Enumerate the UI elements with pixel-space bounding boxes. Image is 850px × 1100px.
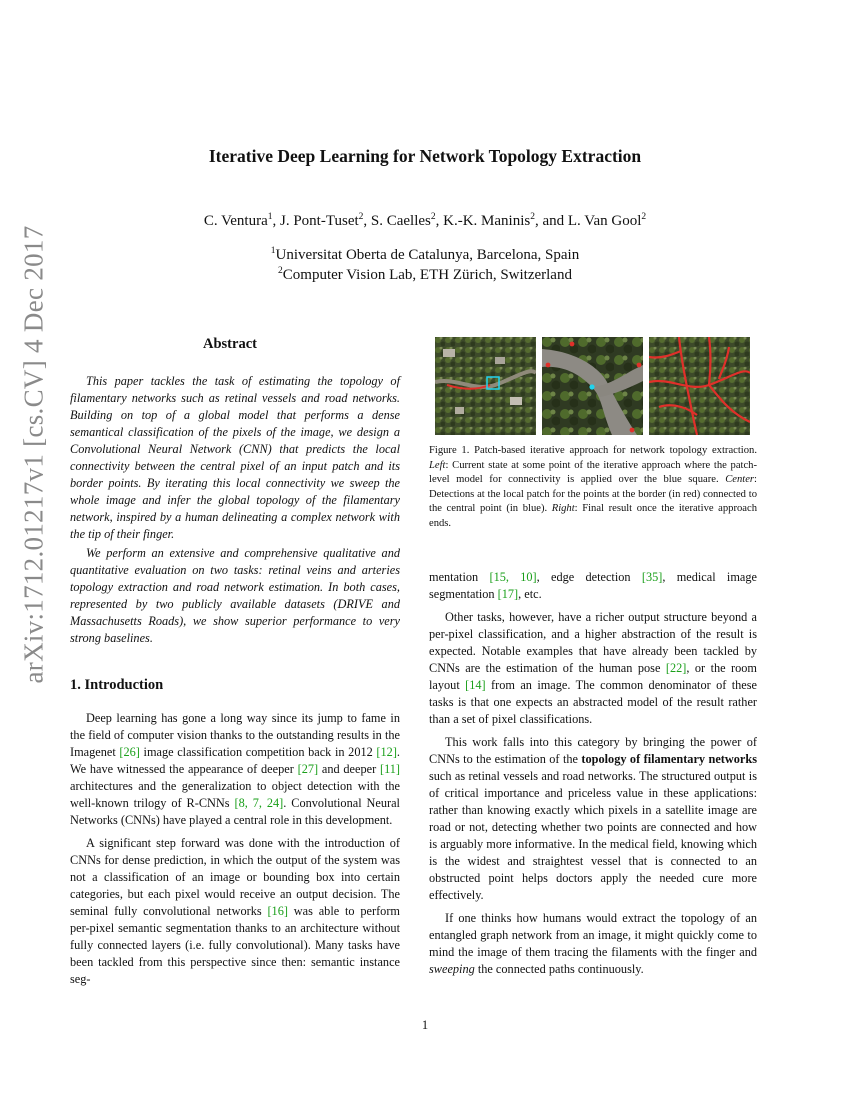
italic-text: Right: [551, 503, 575, 515]
author-affiliation-mark: 1: [267, 212, 273, 222]
intro-paragraph-2: A significant step forward was done with the introduction of CNNs for dense prediction, in which the output of the system was not a classification of an image or bounding box into certain categories, but each pixel would receive an output decision. The seminal fully convolutional networks [16] was able to perform per-pixel semantic segmentation thanks to an architecture without fully connected layers (i.e. fully convolutional). Many tasks have been tackled from this perspective since then: semantic instance seg-: [70, 836, 400, 986]
author-affiliation-mark: 2: [430, 212, 436, 222]
local-patch-detections-image: [542, 337, 643, 435]
page-number: 1: [421, 1018, 429, 1032]
right-paragraph-3: This work falls into this category by bringing the power of CNNs to the estimation of the topology of filamentary networks such as retinal vessels and road networks. The structured output is of critical importance and priceless value in these applications: rather than knowing exactly which pixels in a satellite image are road or not, detecting whether two points are connected and how is arguably more informative. In the medical field, knowing which is the widest and straightest vessel that is connected to an obstructed point helps doctors apply the needed cure more effectively.: [429, 735, 757, 902]
citation-link[interactable]: [16]: [267, 904, 288, 918]
final-result-image: [649, 337, 750, 435]
abstract-paragraph-2: We perform an extensive and comprehensive qualitative and quantitative evaluation on two tasks: retinal veins and arteries topology extraction and road network estimation. In both cases, represented by two publicly available datasets (DRIVE and Massachusetts Roads), we show superior performance to very strong baselines.: [70, 546, 400, 645]
aerial-current-state-image: [435, 337, 536, 435]
citation-link[interactable]: [26]: [119, 745, 140, 759]
author-name: C. Ventura: [203, 213, 268, 229]
italic-text: sweeping: [429, 962, 475, 976]
citation-link[interactable]: [15, 10]: [489, 570, 537, 584]
author-list: C. Ventura$^1$, J. Pont-Tuset$^2$, S. Caelles$^2$, K.-K. Maninis$^2$, and L. Van Gool$^2$: [203, 212, 647, 229]
right-column-body: [429, 569, 757, 978]
citation-link[interactable]: [17]: [497, 587, 519, 601]
italic-text: Center: [725, 474, 755, 486]
figure-1-label: Figure 1.: [429, 445, 470, 456]
figure-1-caption-text: Patch-based iterative approach for network topology extraction. Left: Current state at some point of the iterative approach where the patch-level model for connectivity is applied over the blue square. Center: Detections at the local patch for the points at the border (in red) connected to the central point (in blue). Right: Final result once the iterative approach ends.: [429, 445, 757, 529]
author-affiliation-mark: 2: [358, 212, 364, 222]
citation-link[interactable]: [8, 7, 24]: [234, 796, 284, 810]
citation-link[interactable]: [22]: [665, 661, 687, 675]
introduction-body: [70, 710, 400, 988]
citation-link[interactable]: [27]: [297, 762, 319, 776]
introduction-heading: 1. Introduction: [70, 677, 164, 693]
bold-text: topology of filamentary networks: [581, 752, 757, 766]
figure-left-panel: [435, 337, 536, 435]
author-name: S. Caelles: [370, 213, 431, 229]
affiliation-2: $^2$Computer Vision Lab, ETH Zürich, Switzerland: [278, 266, 572, 283]
citation-link[interactable]: [12]: [376, 745, 397, 759]
author-affiliation-mark: 2: [530, 212, 535, 222]
author-name: J. Pont-Tuset: [280, 213, 359, 229]
author-name: L. Van Gool: [567, 213, 642, 229]
citation-link[interactable]: [35]: [641, 570, 663, 584]
abstract-paragraph-1: This paper tackles the task of estimating the topology of filamentary networks such as retinal vessels and road networks. Building on top of a global model that performs a dense semantical classification of the pixels of the image, we design a Convolutional Neural Network (CNN) that predicts the local connectivity between the central pixel of an input patch and its border points. By iterating this local connectivity we sweep the whole image and infer the global topology of the filamentary network, inspired by a human delineating a complex network with the tip of their finger.: [70, 374, 400, 541]
citation-link[interactable]: [11]: [379, 762, 400, 776]
author-affiliation-mark: 2: [641, 212, 647, 222]
arxiv-stamp: arXiv:1712.01217v1 [cs.CV] 4 Dec 2017: [18, 225, 49, 684]
affiliation-1: $^1$Universitat Oberta de Catalunya, Barcelona, Spain: [270, 246, 580, 263]
author-name: K.-K. Maninis: [443, 213, 531, 229]
italic-text: Left: [429, 459, 446, 471]
paper-title: Iterative Deep Learning for Network Topology Extraction: [208, 146, 642, 166]
abstract-body: [70, 373, 400, 647]
right-paragraph-2: Other tasks, however, have a richer output structure beyond a per-pixel classification, and a higher abstraction of the result is expected. Notable examples that have already been tackled by CNNs are the estimation of the human pose [22], or the room layout [14] from an image. The common denominator of these tasks is that one expects an abstracted model of the result rather than a set of pixel classifications.: [429, 610, 757, 726]
intro-paragraph-1: Deep learning has gone a long way since its jump to fame in the field of computer vision thanks to the outstanding results in the Imagenet [26] image classification competition back in 2012 [12]. We have witnessed the appearance of deeper [27] and deeper [11] architectures and the generalization to object detection with the well-known trilogy of R-CNNs [8, 7, 24]. Convolutional Neural Networks (CNNs) have played a central role in this development.: [70, 711, 400, 827]
citation-link[interactable]: [14]: [465, 678, 486, 692]
abstract-heading: Abstract: [203, 336, 257, 352]
figure-1-caption: [429, 444, 757, 532]
right-paragraph-1: mentation [15, 10], edge detection [35], medical image segmentation [17], etc.: [429, 570, 757, 601]
right-paragraph-4: If one thinks how humans would extract the topology of an entangled graph network from an image, it might quickly come to mind the image of them tracing the filaments with the finger and sweeping the connected paths continuously.: [429, 911, 757, 976]
figure-center-panel: [542, 337, 643, 435]
figure-right-panel: [649, 337, 750, 435]
